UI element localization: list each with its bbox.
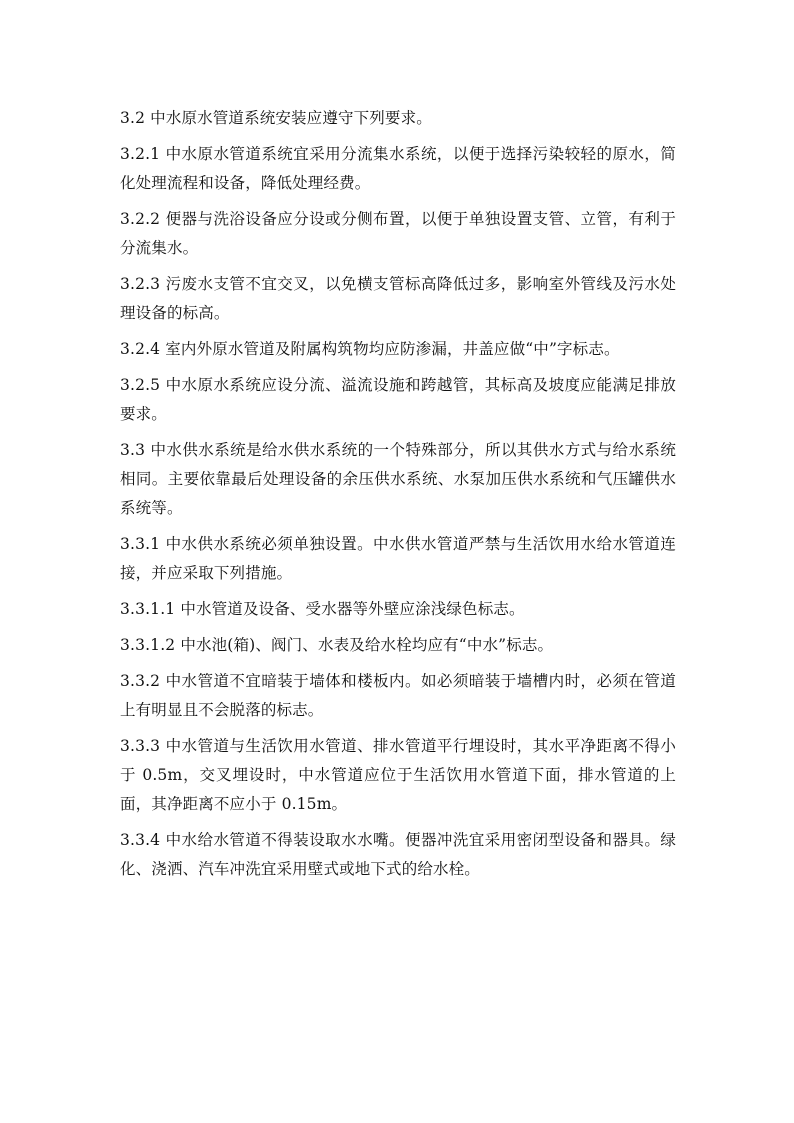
paragraph-3-3-1-1: 3.3.1.1 中水管道及设备、受水器等外壁应涂浅绿色标志。	[120, 600, 525, 618]
paragraph-3-3-3: 3.3.3 中水管道与生活饮用水管道、排水管道平行埋设时，其水平净距离不得小于 0.5m，交叉埋设时，中水管道应位于生活饮用水管道下面，排水管道的上面，其净距离不应小于 0.15m。	[120, 737, 676, 813]
paragraph-3-3-1-2: 3.3.1.2 中水池(箱)、阀门、水表及给水栓均应有“中水”标志。	[120, 636, 554, 654]
paragraph-3-2-1: 3.2.1 中水原水管道系统宜采用分流集水系统，以便于选择污染较轻的原水，简化处理流程和设备，降低处理经费。	[120, 145, 676, 192]
paragraph-3-2-5: 3.2.5 中水原水系统应设分流、溢流设施和跨越管，其标高及坡度应能满足排放要求。	[120, 376, 676, 423]
paragraph-3-2-2: 3.2.2 便器与洗浴设备应分设或分侧布置，以便于单独设置支管、立管，有利于分流集水。	[120, 210, 676, 257]
paragraph-3-2-4: 3.2.4 室内外原水管道及附属构筑物均应防渗漏，井盖应做“中”字标志。	[120, 340, 620, 358]
paragraph-3-2-3: 3.2.3 污废水支管不宜交叉，以免横支管标高降低过多，影响室外管线及污水处理设备的标高。	[120, 275, 676, 322]
paragraph-3-2: 3.2 中水原水管道系统安装应遵守下列要求。	[120, 109, 432, 127]
paragraph-3-3-2: 3.3.2 中水管道不宜暗装于墙体和楼板内。如必须暗装于墙槽内时，必须在管道上有明显且不会脱落的标志。	[120, 672, 676, 719]
paragraph-3-3-1: 3.3.1 中水供水系统必须单独设置。中水供水管道严禁与生活饮用水给水管道连接，并应采取下列措施。	[120, 535, 676, 582]
document-body	[120, 104, 676, 891]
paragraph-3-3-4: 3.3.4 中水给水管道不得装设取水水嘴。便器冲洗宜采用密闭型设备和器具。绿化、浇洒、汽车冲洗宜采用壁式或地下式的给水栓。	[120, 831, 676, 878]
paragraph-3-3: 3.3 中水供水系统是给水供水系统的一个特殊部分，所以其供水方式与给水系统相同。主要依靠最后处理设备的余压供水系统、水泵加压供水系统和气压罐供水系统等。	[120, 441, 676, 517]
